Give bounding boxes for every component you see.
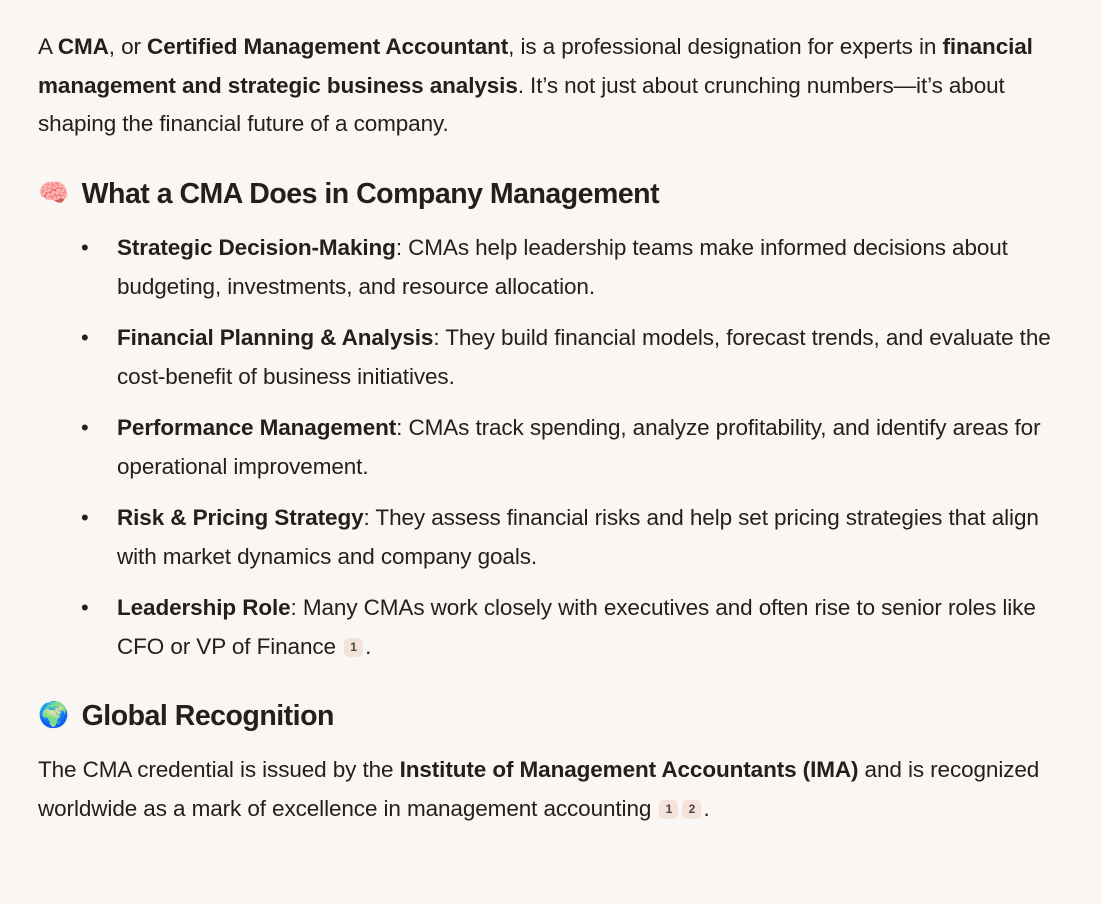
list-item-text: : CMAs help leadership teams make informed decisions about budgeting, investments, and resource allocation. bbox=[117, 234, 1008, 299]
cma-duties-list bbox=[38, 228, 1064, 666]
list-item-tail: . bbox=[365, 633, 372, 659]
list-item bbox=[38, 498, 1064, 576]
intro-text-1: A bbox=[38, 34, 58, 59]
list-item-term: Performance Management bbox=[117, 414, 397, 440]
list-item-text: : Many CMAs work closely with executives and often rise to senior roles like CFO or VP of Finance bbox=[117, 594, 1036, 659]
paragraph-text-2: and is recognized worldwide as a mark of excellence in management accounting bbox=[38, 756, 1040, 821]
list-item bbox=[38, 228, 1064, 306]
paragraph-tail: . bbox=[703, 795, 710, 821]
list-item bbox=[38, 408, 1064, 486]
intro-paragraph bbox=[38, 28, 1064, 144]
intro-text-2: , or bbox=[108, 34, 148, 59]
intro-text-4: . It’s not just about crunching numbers—it’s about shaping the financial future of a company. bbox=[38, 72, 1005, 136]
globe-icon: 🌍 bbox=[38, 701, 69, 729]
citation-badge[interactable]: 1 bbox=[659, 800, 678, 819]
citation-badge[interactable]: 2 bbox=[682, 800, 701, 819]
brain-icon: 🧠 bbox=[38, 179, 69, 207]
list-item-text: : They assess financial risks and help set pricing strategies that align with market dynamics and company goals. bbox=[117, 504, 1039, 569]
global-recognition-paragraph bbox=[38, 750, 1064, 828]
list-item bbox=[38, 318, 1064, 396]
list-item-text: : They build financial models, forecast trends, and evaluate the cost-benefit of business initiatives. bbox=[117, 324, 1051, 389]
paragraph-bold-ima: Institute of Management Accountants (IMA) bbox=[399, 756, 859, 782]
list-item-term: Financial Planning & Analysis bbox=[117, 324, 434, 350]
list-item-term: Risk & Pricing Strategy bbox=[117, 504, 364, 530]
list-item-term: Strategic Decision-Making bbox=[117, 234, 396, 260]
list-item bbox=[38, 588, 1064, 666]
list-item-term: Leadership Role bbox=[117, 594, 291, 620]
section-heading-what-a-cma-does bbox=[38, 174, 1064, 214]
section-heading-label: What a CMA Does in Company Management bbox=[81, 177, 660, 210]
citation-badge[interactable]: 1 bbox=[344, 638, 363, 657]
section-heading-global-recognition bbox=[38, 696, 1064, 736]
intro-bold-certified-management-accountant: Certified Management Accountant bbox=[147, 34, 509, 59]
intro-text-3: , is a professional designation for experts in bbox=[508, 34, 943, 59]
section-heading-label: Global Recognition bbox=[81, 699, 334, 732]
intro-bold-financial-management: financial management and strategic business analysis bbox=[38, 34, 1033, 98]
list-item-text: : CMAs track spending, analyze profitability, and identify areas for operational improvement. bbox=[117, 414, 1041, 479]
intro-bold-cma: CMA bbox=[57, 34, 109, 59]
paragraph-text-1: The CMA credential is issued by the bbox=[38, 756, 400, 782]
